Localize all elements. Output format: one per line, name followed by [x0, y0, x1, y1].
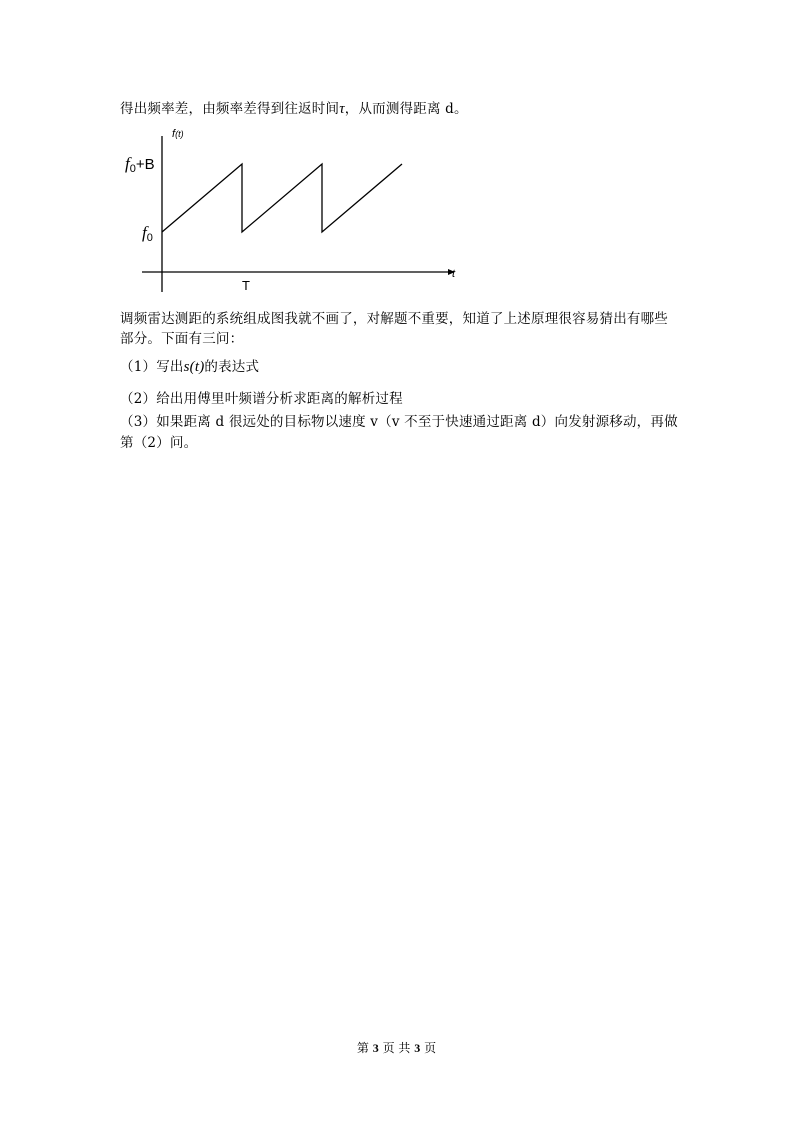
label-f0: $f_0$	[142, 223, 153, 244]
footer-total-pages: 3	[414, 1041, 421, 1055]
paragraph-intro	[120, 100, 468, 118]
label-period-t: T	[242, 278, 250, 293]
footer-prefix: 第	[356, 1041, 369, 1055]
intro-text-after: ，从而测得距离 d。	[344, 101, 468, 117]
footer-suffix: 页	[424, 1041, 437, 1055]
question-1-suffix: 的表达式	[204, 359, 260, 375]
y-axis-label: f(t)	[172, 128, 184, 140]
page-footer	[0, 1040, 793, 1056]
tau-symbol: τ	[339, 101, 345, 117]
formula-s-of-t: s(t)	[183, 359, 205, 375]
question-3-line1: （3）如果距离 d 很远处的目标物以速度 v（v 不至于快速通过距离 d）向发射源移动，再做	[120, 414, 678, 430]
question-1	[120, 358, 259, 376]
footer-middle: 页 共	[382, 1041, 411, 1055]
sawtooth-line	[162, 164, 402, 232]
y-axis-label-main: f	[172, 128, 176, 140]
label-f0-plus-b: $f_0+B$	[125, 154, 155, 175]
y-axis-label-sub: t	[178, 129, 181, 139]
question-3-line2: 第（2）问。	[120, 435, 198, 451]
footer-page-number: 3	[372, 1041, 379, 1055]
intro-text-before: 得出频率差，由频率差得到往返时间	[120, 101, 340, 117]
paragraph-system-line1: 调频雷达测距的系统组成图我就不画了，对解题不重要，知道了上述原理很容易猜出有哪些	[120, 311, 668, 327]
question-1-prefix: （1）写出	[120, 359, 184, 375]
x-axis-label: t	[452, 268, 456, 280]
question-2: （2）给出用傅里叶频谱分析求距离的解析过程	[120, 391, 403, 407]
sawtooth-figure	[115, 122, 465, 297]
paragraph-system-line2: 部分。下面有三问：	[120, 331, 244, 347]
